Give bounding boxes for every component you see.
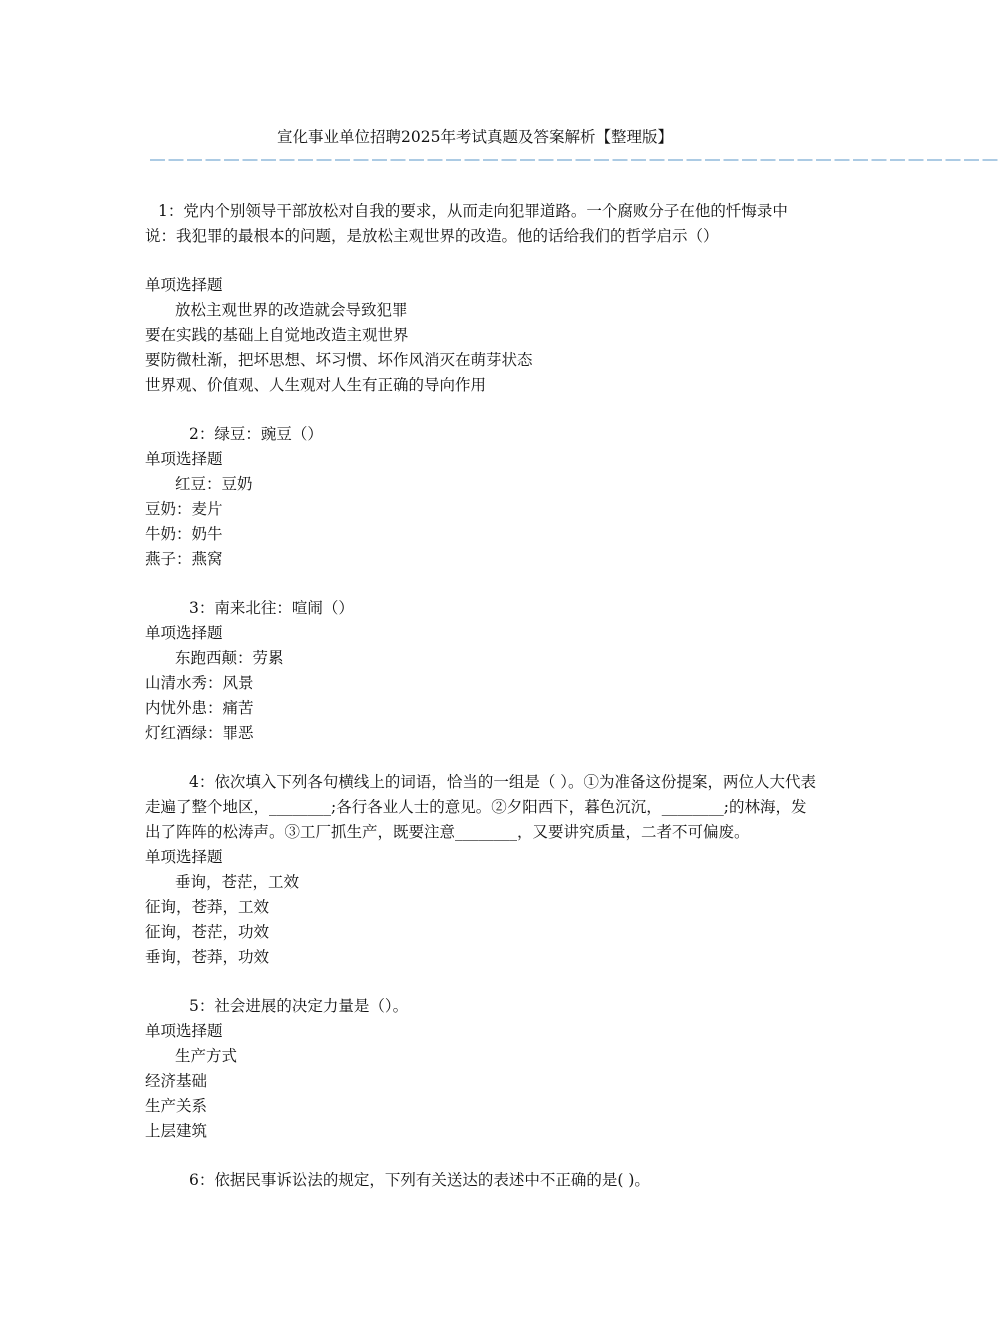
- option-a: 放松主观世界的改造就会导致犯罪: [175, 301, 408, 319]
- title-divider: ——————————————————————————————————————————————: [150, 151, 1001, 168]
- question-type: 单项选择题: [145, 450, 223, 468]
- option-d: 垂询，苍莽，功效: [145, 948, 270, 966]
- question-text: 2：绿豆：豌豆（）: [189, 425, 323, 443]
- question-text: 6：依据民事诉讼法的规定，下列有关送达的表述中不正确的是( )。: [189, 1171, 650, 1189]
- option-c: 要防微杜渐，把坏思想、坏习惯、坏作风消灭在萌芽状态: [145, 351, 533, 369]
- option-c: 内忧外患：痛苦: [145, 699, 254, 717]
- option-d: 燕子：燕窝: [145, 550, 223, 568]
- option-a: 红豆：豆奶: [175, 475, 253, 493]
- question-2: [145, 422, 817, 572]
- option-d: 灯红酒绿：罪恶: [145, 724, 254, 742]
- option-d: 世界观、价值观、人生观对人生有正确的导向作用: [145, 376, 487, 394]
- question-type: 单项选择题: [145, 1022, 223, 1040]
- option-c: 征询，苍茫，功效: [145, 923, 270, 941]
- question-text: 1：党内个别领导干部放松对自我的要求，从而走向犯罪道路。一个腐败分子在他的忏悔录中说：我犯罪的最根本的问题，是放松主观世界的改造。他的话给我们的哲学启示（）: [145, 202, 788, 245]
- option-b: 经济基础: [145, 1072, 208, 1090]
- question-text: 4：依次填入下列各句横线上的词语，恰当的一组是（ ）。①为准备这份提案，两位人大代表走遍了整个地区，________;各行各业人士的意见。②夕阳西下，暮色沉沉，________;的林海，发出了阵阵的松涛声。③工厂抓生产，既要注意________，又要讲究质量，二者不可偏废。: [145, 773, 817, 841]
- question-1: [145, 199, 817, 398]
- question-type: 单项选择题: [145, 624, 223, 642]
- question-type: 单项选择题: [145, 276, 223, 294]
- option-d: 上层建筑: [145, 1122, 208, 1140]
- option-b: 豆奶：麦片: [145, 500, 223, 518]
- question-3: [145, 596, 817, 746]
- option-a: 生产方式: [175, 1047, 238, 1065]
- document-title: 宣化事业单位招聘2025年考试真题及答案解析【整理版】: [277, 128, 673, 146]
- question-text: 5：社会进展的决定力量是（）。: [189, 997, 409, 1015]
- question-4: [145, 770, 817, 970]
- option-c: 生产关系: [145, 1097, 208, 1115]
- option-c: 牛奶：奶牛: [145, 525, 223, 543]
- question-6: [145, 1168, 817, 1193]
- option-a: 垂询，苍茫，工效: [175, 873, 300, 891]
- question-5: [145, 994, 817, 1144]
- option-b: 征询，苍莽，工效: [145, 898, 270, 916]
- option-b: 要在实践的基础上自觉地改造主观世界: [145, 326, 409, 344]
- question-text: 3：南来北往：喧闹（）: [189, 599, 354, 617]
- question-type: 单项选择题: [145, 848, 223, 866]
- option-a: 东跑西颠：劳累: [175, 649, 284, 667]
- option-b: 山清水秀：风景: [145, 674, 254, 692]
- document-body: [145, 199, 817, 1193]
